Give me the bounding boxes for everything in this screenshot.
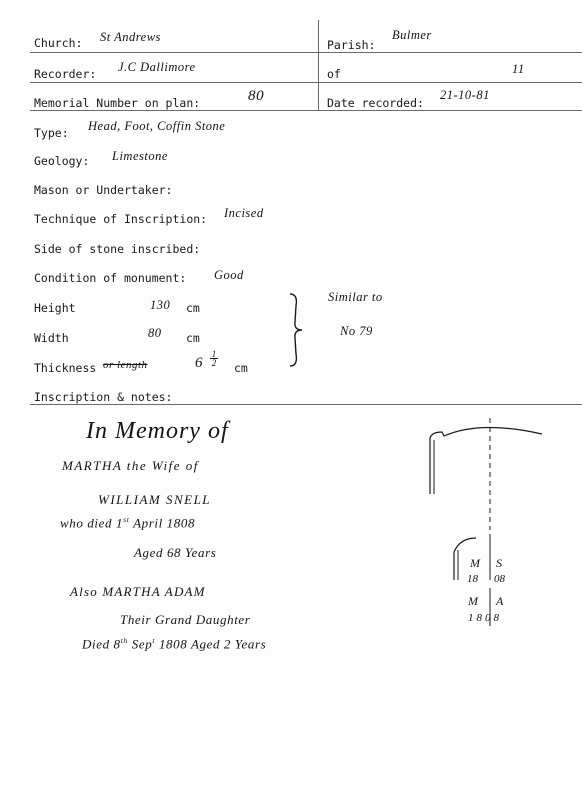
similar-number-text: No 79 bbox=[340, 324, 373, 338]
inscription-line-1: In Memory of bbox=[86, 418, 229, 444]
height-label: Height bbox=[34, 301, 76, 315]
foot2-left: M bbox=[468, 594, 478, 608]
rule-notes bbox=[30, 404, 582, 405]
rule-church bbox=[30, 52, 582, 53]
type-value: Head, Foot, Coffin Stone bbox=[88, 119, 226, 133]
rule-memorial bbox=[30, 110, 582, 111]
of-value: 11 bbox=[512, 62, 525, 76]
date-recorded-value: 21-10-81 bbox=[440, 88, 490, 102]
recorder-label: Recorder: bbox=[34, 67, 97, 81]
type-label: Type: bbox=[34, 126, 69, 140]
thickness-label: Thickness bbox=[34, 361, 97, 375]
foot1-year-right: 08 bbox=[494, 573, 505, 585]
inscription-line-5: Aged 68 Years bbox=[134, 545, 217, 560]
recorder-value: J.C Dallimore bbox=[118, 60, 196, 74]
church-label: Church: bbox=[34, 36, 83, 50]
geology-value: Limestone bbox=[112, 149, 168, 163]
rule-recorder bbox=[30, 82, 582, 83]
parish-label: Parish: bbox=[327, 38, 376, 52]
of-label: of bbox=[327, 67, 341, 81]
similar-to-text: Similar to bbox=[328, 290, 383, 304]
foot2-right: A bbox=[496, 594, 504, 608]
inscription-line-8: Died 8th Sep$^t$ 1808 Aged 2 Years bbox=[82, 636, 267, 652]
thickness-value-fraction bbox=[210, 350, 218, 367]
notes-label: Inscription & notes: bbox=[34, 390, 173, 404]
side-label: Side of stone inscribed: bbox=[34, 242, 201, 256]
condition-label: Condition of monument: bbox=[34, 271, 187, 285]
inscription-line-4: who died 1st April 1808 bbox=[60, 515, 196, 531]
technique-value: Incised bbox=[224, 206, 264, 220]
mason-label: Mason or Undertaker: bbox=[34, 183, 173, 197]
inscription-line-7: Their Grand Daughter bbox=[120, 612, 251, 627]
memorial-number-value: 80 bbox=[248, 88, 265, 104]
foot2-year: 1808 bbox=[468, 612, 502, 624]
memorial-number-label: Memorial Number on plan: bbox=[34, 96, 201, 110]
inscription-line-2: MARTHA the Wife of bbox=[62, 458, 199, 473]
width-unit: cm bbox=[186, 331, 200, 345]
thickness-value-whole: 6 bbox=[195, 355, 204, 371]
parish-value: Bulmer bbox=[392, 28, 432, 42]
geology-label: Geology: bbox=[34, 154, 90, 168]
date-recorded-label: Date recorded: bbox=[327, 96, 424, 110]
technique-label: Technique of Inscription: bbox=[34, 212, 208, 226]
width-value: 80 bbox=[148, 326, 162, 340]
brace-icon bbox=[284, 292, 306, 368]
headstone-sketch bbox=[420, 410, 570, 640]
foot1-right: S bbox=[496, 556, 502, 570]
inscription-line-6: Also MARTHA ADAM bbox=[70, 584, 206, 599]
fraction-denominator: 2 bbox=[211, 358, 217, 368]
foot1-year-left: 18 bbox=[467, 573, 478, 585]
height-unit: cm bbox=[186, 301, 200, 315]
height-value: 130 bbox=[150, 298, 171, 312]
condition-value: Good bbox=[214, 268, 244, 282]
inscription-line-3: WILLIAM SNELL bbox=[98, 492, 212, 507]
column-divider bbox=[318, 20, 319, 110]
church-value: St Andrews bbox=[100, 30, 161, 44]
width-label: Width bbox=[34, 331, 69, 345]
fraction-numerator: 1 bbox=[211, 349, 217, 359]
thickness-unit: cm bbox=[234, 361, 248, 375]
foot1-left: M bbox=[470, 556, 480, 570]
thickness-struck-text: or length bbox=[103, 359, 148, 371]
